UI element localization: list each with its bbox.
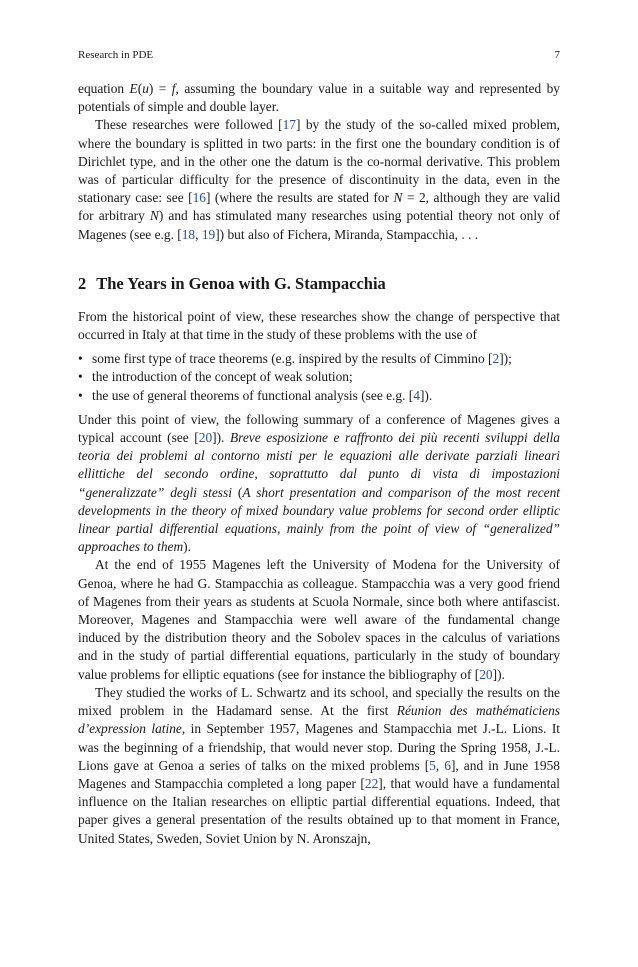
citation-link[interactable]: 17 <box>282 117 296 133</box>
section-title: The Years in Genoa with G. Stampacchia <box>96 273 386 293</box>
english-translation: A short presentation and comparison of the most recent developments in the theory of mixed boundary value problems for second order elliptic linear partial differential equations, mainly from the point of view of “generalized” approaches to them <box>78 484 560 555</box>
page-number: 7 <box>554 49 560 61</box>
italian-quote: Breve esposizione e raffronto dei più recenti sviluppi della teoria dei problemi al contorno misti per le equazioni alle derivate parziali lineari ellittiche del secondo ordine, soprattutto dal punto di vista di impostazioni “generalizzate” degli stessi <box>78 430 560 500</box>
citation-link[interactable]: 22 <box>364 775 379 791</box>
math-var: f <box>171 81 176 96</box>
citation-link[interactable]: 6 <box>444 757 451 773</box>
list-item: • the introduction of the concept of weak solution; <box>78 368 560 386</box>
section-number: 2 <box>78 273 87 293</box>
citation-link[interactable]: 4 <box>413 387 420 403</box>
math-var: N <box>393 190 403 206</box>
citation-link[interactable]: 5 <box>429 757 436 773</box>
citation-link[interactable]: 19 <box>201 226 216 242</box>
citation-link[interactable]: 16 <box>192 190 206 206</box>
citation-link[interactable]: 20 <box>479 666 493 682</box>
paragraph-equation: equation E(u) = f, assuming the boundary value in a suitable way and represented by potentials of simple and double layer. <box>78 81 560 115</box>
bullet-list <box>78 350 560 405</box>
math-var: u <box>142 81 149 96</box>
bullet-icon: • <box>78 351 83 367</box>
math-var: N <box>149 208 159 224</box>
section-heading <box>78 274 560 294</box>
list-item: • some first type of trace theorems (e.g. inspired by the results of Cimmino [2]); <box>78 350 560 368</box>
bullet-icon: • <box>78 369 83 385</box>
citation-link[interactable]: 20 <box>198 430 213 446</box>
bullet-icon: • <box>78 387 83 403</box>
list-item: • the use of general theorems of functional analysis (see e.g. [4]). <box>78 387 560 405</box>
page <box>78 48 560 848</box>
paragraph-mixed-problem: These researches were followed [17] by the study of the so-called mixed problem, where the boundary is splitted in two parts: in the first one the boundary condition is of Dirichlet type, and in the other one the datum is the co-normal derivative. This problem was of particular difficulty for the presence of discontinuity in the data, even in the stationary case: see [16] (where the results are stated for N = 2, although they are valid for arbitrary N) and has stimulated many researches using potential theory not only of Magenes (see e.g. [18, 19]) but also of Fichera, Miranda, Stampacchia, . . . <box>78 117 561 242</box>
running-title: Research in PDE <box>78 49 154 61</box>
paragraph-summary: Under this point of view, the following summary of a conference of Magenes gives a typical account (see [20]). Breve esposizione e raffronto dei più recenti sviluppi della teoria dei problemi al contorno misti per le equazioni alle derivate parziali lineari ellittiche del secondo ordine, soprattutto dal punto di vista di impostazioni “generalizzate” degli stessi (A short presentation and comparison of the most recent developments in the theory of mixed boundary value problems for second order elliptic linear partial differential equations, mainly from the point of view of “generalized” approaches to them). <box>78 411 560 555</box>
running-head <box>78 48 560 62</box>
math-var: E <box>129 81 138 96</box>
citation-link[interactable]: 18 <box>181 226 196 242</box>
italic-title: Réunion des mathématiciens d’expression latine <box>78 703 560 737</box>
citation-link[interactable]: 2 <box>492 351 500 367</box>
paragraph-lions: They studied the works of L. Schwartz and its school, and specially the results on the mixed problem in the Hadamard sense. At the first Réunion des mathématiciens d’expression latine, in September 1957, Magenes and Stampacchia met J.-L. Lions. It was the beginning of a friendship, that would never stop. During the Spring 1958, J.-L. Lions gave at Genoa a series of talks on the mixed problems [5, 6], and in June 1958 Magenes and Stampacchia completed a long paper [22], that would have a fundamental influence on the Italian researches on elliptic partial differential equations. Indeed, that paper gives a general presentation of the results obtained up to that moment in France, United States, Sweden, Soviet Union by N. Aronszajn, <box>78 684 560 846</box>
paragraph-historical: From the historical point of view, these researches show the change of perspective that occurred in Italy at that time in the study of these problems with the use of <box>78 308 560 343</box>
paragraph-genoa: At the end of 1955 Magenes left the University of Modena for the University of Genoa, where he had G. Stampacchia as colleague. Stampacchia was a very good friend of Magenes from their years as students at Scuola Normale, since both where antifascist. Moreover, Magenes and Stampacchia were well aware of the fundamental change induced by the distribution theory and the Sobolev spaces in the calculus of variations and in the study of partial differential equations, particularly in the study of boundary value problems for elliptic equations (see for instance the bibliography of [20]). <box>78 557 560 682</box>
